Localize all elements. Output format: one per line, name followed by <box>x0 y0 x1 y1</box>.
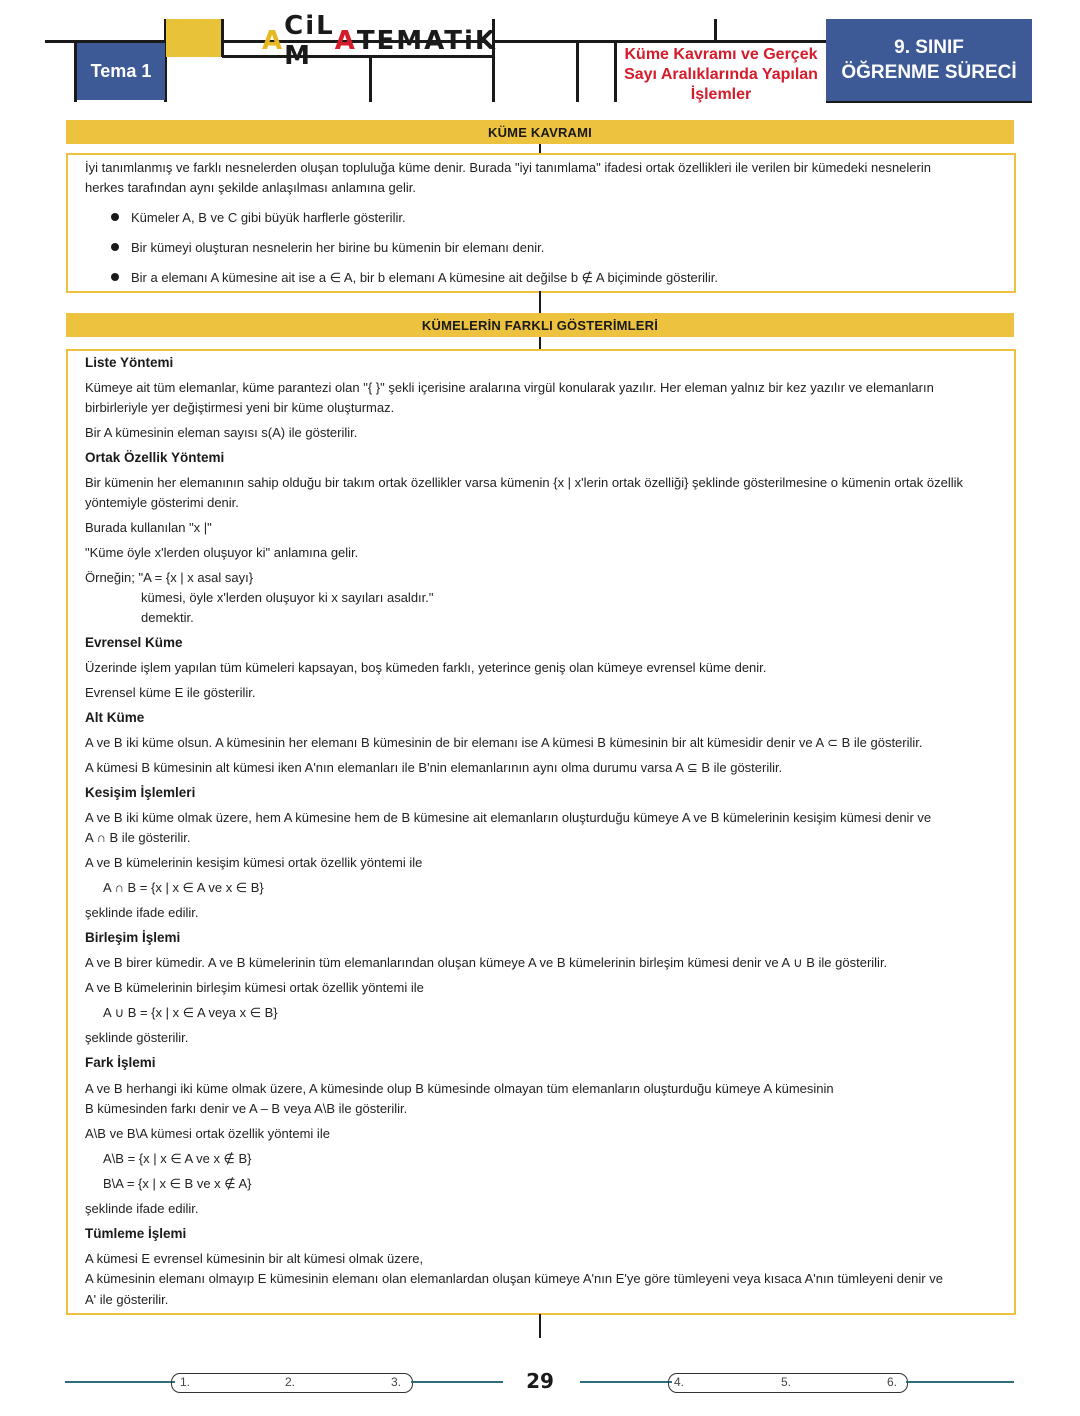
body-text: yöntemiyle gösterimi denir. <box>85 495 239 510</box>
body-text: A kümesinin elemanı olmayıp E kümesinin elemanı olan elemanlardan oluşan kümeye A'nın E'ye göre tümleyeni veya kısaca A'nın tümleyeni denir ve <box>85 1271 943 1286</box>
page-number: 29 <box>526 1369 554 1393</box>
body-text: A ∩ B = {x | x ∈ A ve x ∈ B} <box>103 880 264 895</box>
subsection-heading: Alt Küme <box>85 710 145 725</box>
topic-line: Sayı Aralıklarında Yapılan <box>624 66 818 83</box>
body-text: Bir A kümesinin eleman sayısı s(A) ile gösterilir. <box>85 425 358 440</box>
body-text: Burada kullanılan "x |" <box>85 520 212 535</box>
header-divider <box>576 40 579 102</box>
body-text: B kümesinden farkı denir ve A – B veya A\B ile gösterilir. <box>85 1101 408 1116</box>
bullet-text: Bir a elemanı A kümesine ait ise a ∈ A, bir b elemanı A kümesine ait değilse b ∉ A biçiminde gösterilir. <box>131 270 719 285</box>
body-text: şeklinde ifade edilir. <box>85 1201 199 1216</box>
footer-mark: 4. <box>674 1375 685 1389</box>
header-divider <box>714 19 717 42</box>
bullet-text: Kümeler A, B ve C gibi büyük harflerle gösterilir. <box>131 210 406 225</box>
body-text: A' ile gösterilir. <box>85 1292 169 1307</box>
body-text: A ve B iki küme olsun. A kümesinin her elemanı B kümesinin de bir elemanı ise A kümesi B kümesinin bir alt kümesidir denir ve A ⊂ B ile gösterilir. <box>85 735 923 750</box>
bullet-text: Bir kümeyi oluşturan nesnelerin her birine bu kümenin bir elemanı denir. <box>131 240 545 255</box>
intro-text: herkes tarafından aynı şekilde anlaşılması anlamına gelir. <box>85 180 416 195</box>
body-text: A ve B kümelerinin kesişim kümesi ortak özellik yöntemi ile <box>85 855 423 870</box>
footer-mark: 5. <box>781 1375 792 1389</box>
footer-mark: 3. <box>391 1375 402 1389</box>
subsection-heading: Kesişim İşlemleri <box>85 785 196 800</box>
body-text: demektir. <box>141 610 194 625</box>
body-text: "Küme öyle x'lerden oluşuyor ki" anlamına gelir. <box>85 545 359 560</box>
section-title-gosterimler: KÜMELERİN FARKLI GÖSTERİMLERİ <box>66 313 1014 337</box>
body-text: A ∩ B ile gösterilir. <box>85 830 191 845</box>
grade-line: 9. SINIF <box>894 37 964 58</box>
grade-label <box>826 19 1032 103</box>
brand-logo <box>262 11 498 71</box>
subsection-heading: Fark İşlemi <box>85 1055 156 1070</box>
body-text: şeklinde gösterilir. <box>85 1030 189 1045</box>
header-rule <box>494 40 826 43</box>
body-text: Bir kümenin her elemanının sahip olduğu bir takım ortak özellikler varsa kümenin {x | x'lerin ortak özelliği} şeklinde gösterilmesine o kümenin ortak özellik <box>85 475 963 490</box>
body-text: A\B ve B\A kümesi ortak özellik yöntemi ile <box>85 1126 330 1141</box>
brand-letter: A <box>262 26 285 56</box>
body-text: Kümeye ait tüm elemanlar, küme parantezi olan "{ }" şekli içerisine aralarına virgül konularak yazılır. Her eleman yalnız bir kez yazılır ve elemanların <box>85 380 934 395</box>
body-text: Üzerinde işlem yapılan tüm kümeleri kapsayan, boş kümeden farklı, yeterince geniş olan kümeye evrensel küme denir. <box>85 660 767 675</box>
accent-block <box>166 19 221 57</box>
body-text: A kümesi E evrensel kümesinin bir alt kümesi olmak üzere, <box>85 1251 424 1266</box>
section-title-kume-kavrami: KÜME KAVRAMI <box>66 120 1014 144</box>
intro-text: İyi tanımlanmış ve farklı nesnelerden oluşan topluluğa küme denir. Burada "iyi tanımlama" ifadesi ortak özellikleri ile verilen bir kümedeki nesnelerin <box>85 160 931 175</box>
topic-line: Küme Kavramı ve Gerçek <box>624 46 818 63</box>
theme-label: Tema 1 <box>77 43 165 100</box>
subsection-heading: Liste Yöntemi <box>85 355 174 370</box>
footer-rule <box>65 1381 175 1383</box>
bullet-dot-icon <box>111 273 119 281</box>
body-text: A ve B birer kümedir. A ve B kümelerinin tüm elemanlarından oluşan kümeye A ve B kümelerinin birleşim kümesi denir ve A ∪ B ile gösterilir. <box>85 955 888 970</box>
footer-mark: 2. <box>285 1375 296 1389</box>
brand-text: CiL M <box>284 11 335 71</box>
body-text: şeklinde ifade edilir. <box>85 905 199 920</box>
footer-mark: 1. <box>180 1375 191 1389</box>
body-text: birbirleriyle yer değiştirmesi yeni bir küme oluşturmaz. <box>85 400 395 415</box>
subsection-heading: Birleşim İşlemi <box>85 930 181 945</box>
body-text: Örneğin; "A = {x | x asal sayı} <box>85 570 254 585</box>
bullet-dot-icon <box>111 213 119 221</box>
body-text: A ve B herhangi iki küme olmak üzere, A kümesinde olup B kümesinde olmayan tüm elemanların oluşturduğu kümeye A kümesinin <box>85 1081 834 1096</box>
body-text: A ve B iki küme olmak üzere, hem A kümesine hem de B kümesine ait elemanların oluşturduğu kümeye A ve B kümelerinin kesişim kümesi denir ve <box>85 810 932 825</box>
bullet-dot-icon <box>111 243 119 251</box>
connector-line <box>539 291 541 313</box>
brand-letter: A <box>334 26 357 56</box>
grade-line: ÖĞRENME SÜRECİ <box>841 62 1017 83</box>
body-text: A\B = {x | x ∈ A ve x ∉ B} <box>103 1151 252 1166</box>
body-text: B\A = {x | x ∈ B ve x ∉ A} <box>103 1176 252 1191</box>
subsection-heading: Ortak Özellik Yöntemi <box>85 450 225 465</box>
header-divider <box>221 19 224 57</box>
subsection-heading: Evrensel Küme <box>85 635 183 650</box>
body-text: A ∪ B = {x | x ∈ A veya x ∈ B} <box>103 1005 278 1020</box>
subsection-heading: Tümleme İşlemi <box>85 1226 187 1241</box>
brand-text: TEMATiK <box>356 26 498 56</box>
footer-rule <box>411 1381 503 1383</box>
header-divider <box>369 55 372 102</box>
body-text: kümesi, öyle x'lerden oluşuyor ki x sayıları asaldır." <box>141 590 434 605</box>
topic-line: İşlemler <box>690 86 752 103</box>
footer-rule <box>906 1381 1014 1383</box>
connector-line <box>539 1314 541 1338</box>
footer-rule <box>580 1381 672 1383</box>
footer-mark: 6. <box>887 1375 898 1389</box>
body-text: Evrensel küme E ile gösterilir. <box>85 685 256 700</box>
body-text: A kümesi B kümesinin alt kümesi iken A'nın elemanları ile B'nin elemanlarının aynı olma durumu varsa A ⊆ B ile gösterilir. <box>85 760 783 775</box>
body-text: A ve B kümelerinin birleşim kümesi ortak özellik yöntemi ile <box>85 980 424 995</box>
topic-title <box>617 45 825 105</box>
